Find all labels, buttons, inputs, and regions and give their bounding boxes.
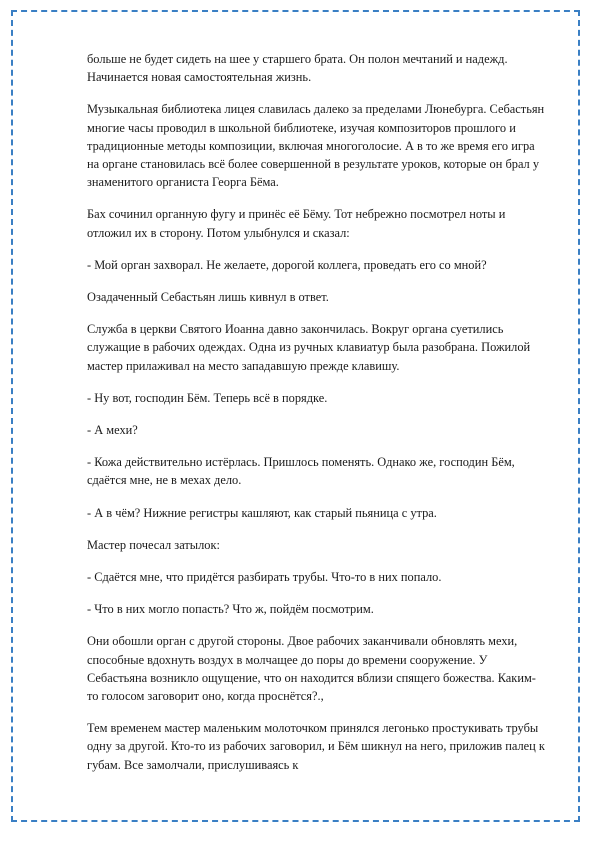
paragraph: Они обошли орган с другой стороны. Двое рабочих заканчивали обновлять мехи, способные вдохнуть воздух в молчащее до поры до времени сооружение. У Себастьяна возникло ощущение, что он находится вблизи спящего божества. Каким-то голосом заговорит оно, когда проснётся?., xyxy=(87,634,536,704)
paragraph: Тем временем мастер маленьким молоточком принялся легонько простукивать трубы одну за другой. Кто-то из рабочих заговорил, и Бём шикнул на него, приложив палец к губам. Все замолчали, прислушиваясь к xyxy=(87,721,545,772)
paragraph: - Сдаётся мне, что придётся разбирать трубы. Что-то в них попало. xyxy=(87,570,442,585)
paragraph: - Что в них могло попасть? Что ж, пойдём посмотрим. xyxy=(87,602,374,617)
paragraph: - А мехи? xyxy=(87,423,138,438)
paragraph: Служба в церкви Святого Иоанна давно закончилась. Вокруг органа суетились служащие в рабочих одеждах. Одна из ручных клавиатур была разобрана. Пожилой мастер прилаживал на место западавшую прежде клавишу. xyxy=(87,322,531,373)
paragraph: - А в чём? Нижние регистры кашляют, как старый пьяница с утра. xyxy=(87,505,437,520)
paragraph: - Ну вот, господин Бём. Теперь всё в порядке. xyxy=(87,390,328,405)
paragraph: Бах сочинил органную фугу и принёс её Бёму. Тот небрежно посмотрел ноты и отложил их в сторону. Потом улыбнулся и сказал: xyxy=(87,207,506,240)
paragraph: - Мой орган захворал. Не желаете, дорогой коллега, проведать его со мной? xyxy=(87,257,487,272)
paragraph: Мастер почесал затылок: xyxy=(87,537,220,552)
paragraph: Музыкальная библиотека лицея славилась далеко за пределами Люнебурга. Себастьян многие часы проводил в школьной библиотеке, изучая композиторов прошлого и традиционные методы композиции, включая многоголосие. А в то же время его игра на органе становилась всё более совершенной в результате уроков, которые он брал у знаменитого органиста Георга Бёма. xyxy=(87,102,545,190)
paragraph: Озадаченный Себастьян лишь кивнул в ответ. xyxy=(87,290,329,305)
paragraph: - Кожа действительно истёрлась. Пришлось поменять. Однако же, господин Бём, сдаётся мне, не в мехах дело. xyxy=(87,455,515,488)
document-body xyxy=(87,50,547,788)
paragraph: больше не будет сидеть на шее у старшего брата. Он полон мечтаний и надежд. Начинается новая самостоятельная жизнь. xyxy=(87,52,508,85)
